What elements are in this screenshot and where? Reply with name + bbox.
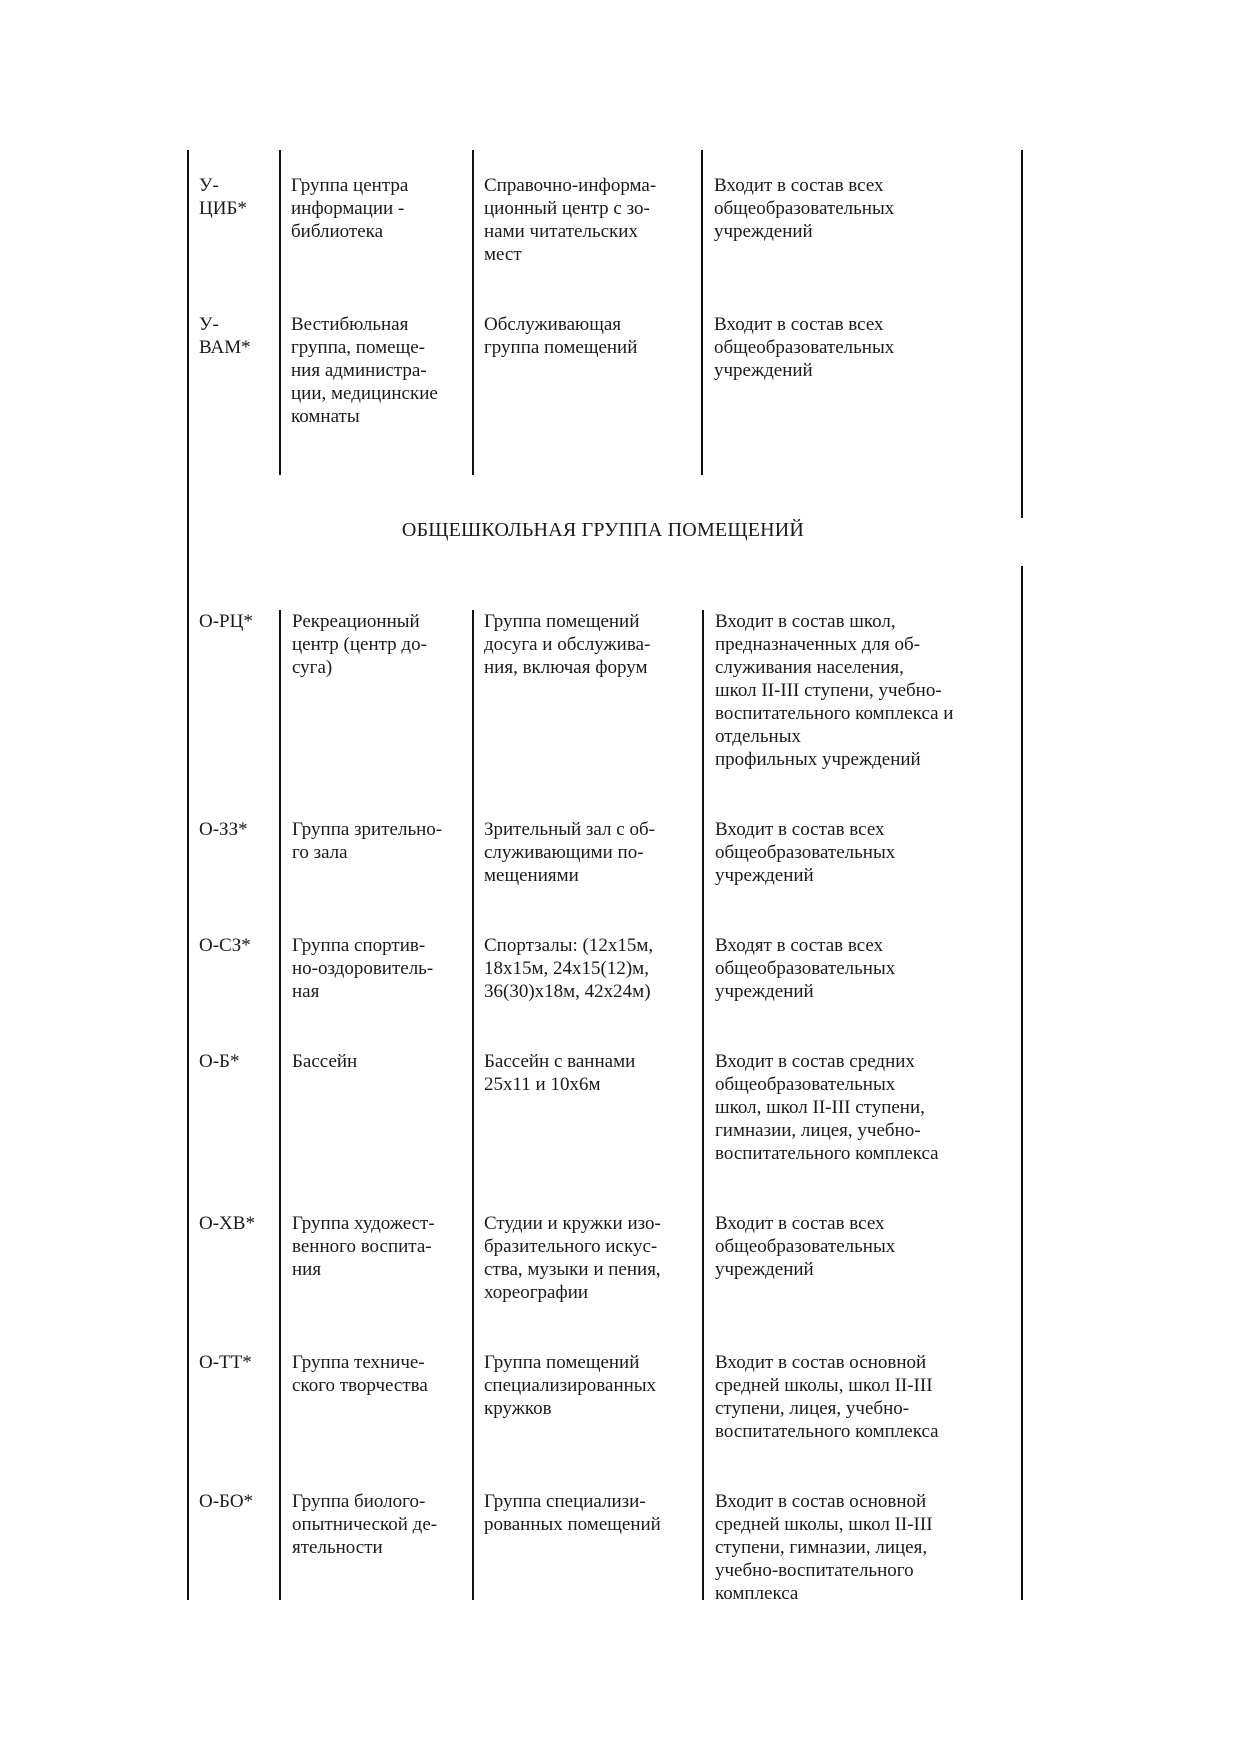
- group-composition: Бассейн с ваннами 25х11 и 10х6м: [484, 1051, 636, 1095]
- group-name: Группа зрительно- го зала: [292, 819, 443, 863]
- room-code: О-ХВ*: [199, 1213, 255, 1234]
- group-note: Входит в состав всех общеобразовательных учреждений: [715, 819, 896, 886]
- room-code: У- ВАМ*: [199, 314, 251, 358]
- group-name: Группа спортив- но-оздоровитель- ная: [292, 935, 434, 1002]
- group-name: Группа художест- венного воспита- ния: [292, 1213, 435, 1280]
- room-code: О-СЗ*: [199, 935, 251, 956]
- group-composition: Спортзалы: (12х15м, 18х15м, 24х15(12)м, 36(30)х18м, 42х24м): [484, 935, 654, 1002]
- group-name: Группа биолого- опытнической де- ятельности: [292, 1491, 438, 1558]
- group-name: Рекреационный центр (центр до- суга): [292, 611, 427, 678]
- column-divider-1-bottom: [279, 610, 281, 1600]
- group-note: Входят в состав всех общеобразовательных учреждений: [715, 935, 896, 1002]
- group-note: Входит в состав школ, предназначенных для об- служивания населения, школ II-III ступени, учебно- воспитательного комплекса и отдельных профильных учреждений: [715, 611, 954, 770]
- room-code: О-РЦ*: [199, 611, 253, 632]
- section-heading: ОБЩЕШКОЛЬНАЯ ГРУППА ПОМЕЩЕНИЙ: [401, 519, 805, 541]
- group-name: Вестибюльная группа, помеще- ния администра- ции, медицинские комнаты: [291, 314, 438, 427]
- column-divider-2-top: [472, 150, 474, 475]
- room-code: О-Б*: [199, 1051, 240, 1072]
- group-name: Группа техниче- ского творчества: [292, 1352, 428, 1396]
- group-composition: Справочно-информа- ционный центр с зо- нами читательских мест: [484, 175, 657, 265]
- group-composition: Группа помещений специализированных кружков: [484, 1352, 657, 1419]
- group-composition: Обслуживающая группа помещений: [484, 314, 638, 358]
- group-note: Входит в состав средних общеобразовательных школ, школ II-III ступени, гимназии, лицея, учебно- воспитательного комплекса: [715, 1051, 939, 1164]
- column-divider-3-bottom: [702, 610, 704, 1600]
- table-left-border: [187, 150, 189, 1600]
- room-code: О-ЗЗ*: [199, 819, 248, 840]
- group-composition: Зрительный зал с об- служивающими по- мещениями: [484, 819, 655, 886]
- group-composition: Группа помещений досуга и обслужива- ния, включая форум: [484, 611, 651, 678]
- group-name: Группа центра информации - библиотека: [291, 175, 409, 242]
- room-code: О-БО*: [199, 1491, 254, 1512]
- group-note: Входит в состав основной средней школы, школ II-III ступени, гимназии, лицея, учебно-воспитательного комплекса: [715, 1491, 933, 1604]
- group-note: Входит в состав всех общеобразовательных учреждений: [714, 314, 895, 381]
- table-right-border-bottom: [1021, 566, 1023, 1600]
- group-note: Входит в состав основной средней школы, школ II-III ступени, лицея, учебно- воспитательного комплекса: [715, 1352, 939, 1442]
- room-code: У- ЦИБ*: [199, 175, 247, 219]
- room-code: О-ТТ*: [199, 1352, 252, 1373]
- group-composition: Студии и кружки изо- бразительного искус- ства, музыки и пения, хореографии: [484, 1213, 661, 1303]
- table-right-border-top: [1021, 150, 1023, 518]
- column-divider-1-top: [279, 150, 281, 475]
- group-name: Бассейн: [292, 1051, 358, 1072]
- column-divider-2-bottom: [472, 610, 474, 1600]
- group-note: Входит в состав всех общеобразовательных учреждений: [715, 1213, 896, 1280]
- group-composition: Группа специализи- рованных помещений: [484, 1491, 661, 1535]
- group-note: Входит в состав всех общеобразовательных учреждений: [714, 175, 895, 242]
- column-divider-3-top: [701, 150, 703, 475]
